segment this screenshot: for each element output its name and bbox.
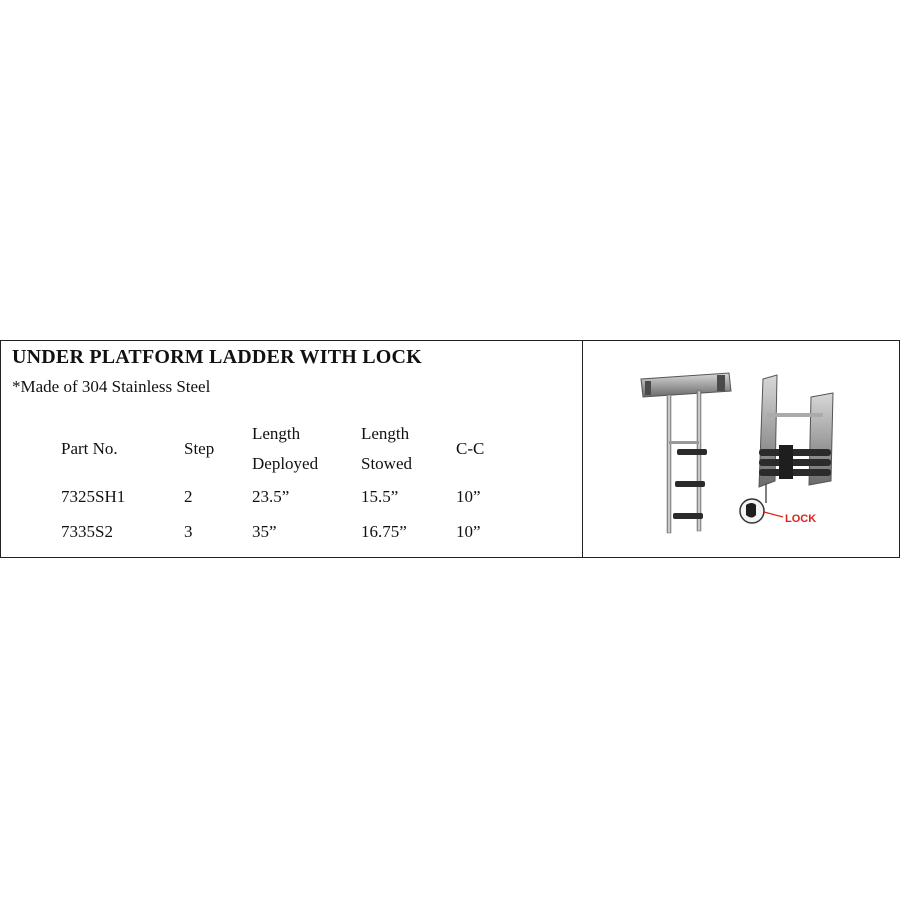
header-part-no: Part No. <box>61 439 118 458</box>
cell-length-stowed: 15.5” <box>361 486 399 506</box>
table-header-row <box>61 419 506 479</box>
product-title: UNDER PLATFORM LADDER WITH LOCK <box>12 346 422 368</box>
ladder-product-image <box>583 341 899 557</box>
cell-length-deployed: 35” <box>252 521 277 541</box>
cell-c-c: 10” <box>456 521 481 541</box>
header-length-deployed: Length Deployed <box>252 424 319 473</box>
cell-length-stowed: 16.75” <box>361 521 407 541</box>
cell-length-deployed: 23.5” <box>252 486 290 506</box>
spec-table <box>61 419 506 549</box>
lock-label: LOCK <box>785 513 817 525</box>
product-spec-box <box>0 340 900 558</box>
cell-c-c: 10” <box>456 486 481 506</box>
header-c-c: C-C <box>456 439 485 458</box>
spec-panel <box>1 341 583 557</box>
deployed-ladder-illustration <box>641 373 731 533</box>
material-note: *Made of 304 Stainless Steel <box>12 377 211 396</box>
cell-step: 2 <box>184 486 193 506</box>
stowed-ladder-illustration <box>759 375 833 503</box>
header-length-stowed: Length Stowed <box>361 424 412 473</box>
header-step: Step <box>184 439 215 458</box>
lock-detail-icon <box>740 499 816 525</box>
table-row <box>61 514 506 549</box>
table-row <box>61 479 506 514</box>
cell-part-no: 7325SH1 <box>61 486 126 506</box>
cell-part-no: 7335S2 <box>61 521 113 541</box>
cell-step: 3 <box>184 521 193 541</box>
product-photo-panel <box>583 341 899 557</box>
